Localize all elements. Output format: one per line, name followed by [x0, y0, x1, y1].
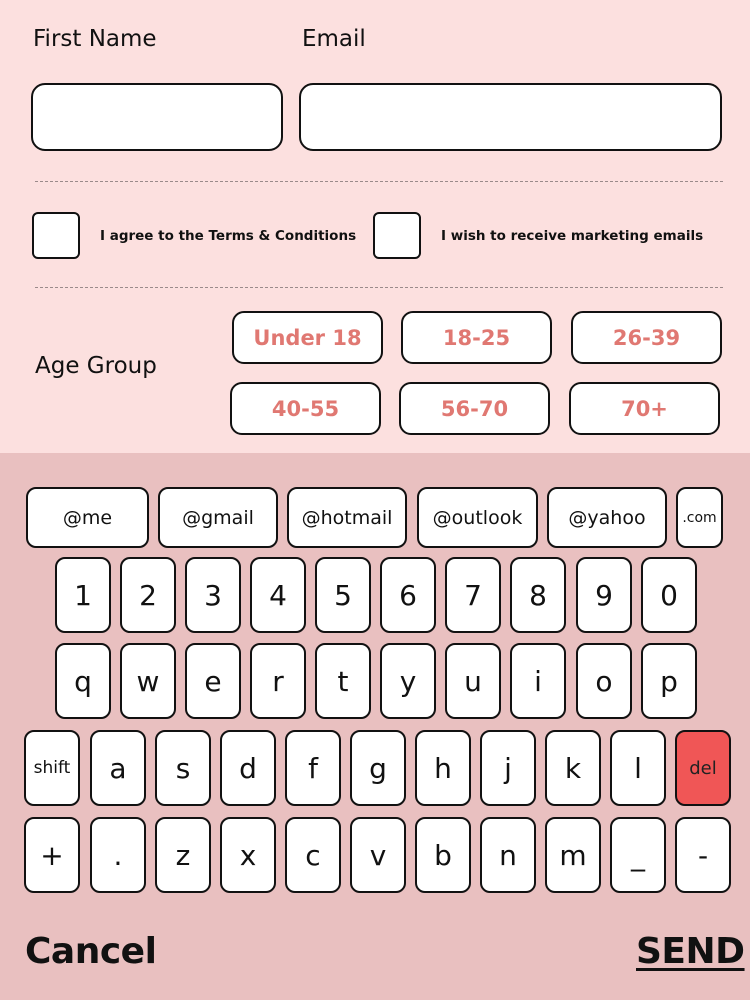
key-s[interactable]: s	[155, 730, 211, 806]
key-u[interactable]: u	[445, 643, 501, 719]
key-j[interactable]: j	[480, 730, 536, 806]
key-period[interactable]: .	[90, 817, 146, 893]
key-y[interactable]: y	[380, 643, 436, 719]
key-t[interactable]: t	[315, 643, 371, 719]
key-k[interactable]: k	[545, 730, 601, 806]
age-18-25-button[interactable]: 18-25	[401, 311, 552, 364]
key-0[interactable]: 0	[641, 557, 697, 633]
key-r[interactable]: r	[250, 643, 306, 719]
key-hyphen[interactable]: -	[675, 817, 731, 893]
key-5[interactable]: 5	[315, 557, 371, 633]
key-at-yahoo[interactable]: @yahoo	[547, 487, 667, 548]
key-9[interactable]: 9	[576, 557, 632, 633]
key-l[interactable]: l	[610, 730, 666, 806]
age-56-70-button[interactable]: 56-70	[399, 382, 550, 435]
key-delete[interactable]: del	[675, 730, 731, 806]
signup-form	[0, 0, 750, 453]
first-name-label: First Name	[33, 26, 157, 52]
divider-top	[35, 181, 723, 182]
key-q[interactable]: q	[55, 643, 111, 719]
marketing-label: I wish to receive marketing emails	[441, 228, 704, 244]
key-f[interactable]: f	[285, 730, 341, 806]
cancel-button[interactable]: Cancel	[25, 931, 157, 972]
key-w[interactable]: w	[120, 643, 176, 719]
age-40-55-button[interactable]: 40-55	[230, 382, 381, 435]
key-7[interactable]: 7	[445, 557, 501, 633]
send-button[interactable]: SEND	[636, 931, 745, 972]
key-n[interactable]: n	[480, 817, 536, 893]
key-dot-com[interactable]: .com	[676, 487, 723, 548]
key-v[interactable]: v	[350, 817, 406, 893]
key-at-hotmail[interactable]: @hotmail	[287, 487, 407, 548]
key-p[interactable]: p	[641, 643, 697, 719]
terms-label: I agree to the Terms & Conditions	[100, 228, 357, 244]
key-o[interactable]: o	[576, 643, 632, 719]
email-field[interactable]	[299, 83, 722, 151]
age-under-18-button[interactable]: Under 18	[232, 311, 383, 364]
divider-bottom	[35, 287, 723, 288]
key-4[interactable]: 4	[250, 557, 306, 633]
key-shift[interactable]: shift	[24, 730, 80, 806]
key-plus[interactable]: +	[24, 817, 80, 893]
key-x[interactable]: x	[220, 817, 276, 893]
key-c[interactable]: c	[285, 817, 341, 893]
key-i[interactable]: i	[510, 643, 566, 719]
key-at-me[interactable]: @me	[26, 487, 149, 548]
key-m[interactable]: m	[545, 817, 601, 893]
age-group-label: Age Group	[35, 353, 157, 379]
key-z[interactable]: z	[155, 817, 211, 893]
age-26-39-button[interactable]: 26-39	[571, 311, 722, 364]
key-6[interactable]: 6	[380, 557, 436, 633]
first-name-field[interactable]	[31, 83, 283, 151]
marketing-checkbox[interactable]	[373, 212, 421, 259]
key-g[interactable]: g	[350, 730, 406, 806]
on-screen-keyboard	[0, 453, 750, 1000]
key-e[interactable]: e	[185, 643, 241, 719]
terms-checkbox[interactable]	[32, 212, 80, 259]
key-8[interactable]: 8	[510, 557, 566, 633]
key-b[interactable]: b	[415, 817, 471, 893]
key-at-gmail[interactable]: @gmail	[158, 487, 278, 548]
key-3[interactable]: 3	[185, 557, 241, 633]
key-underscore[interactable]: _	[610, 817, 666, 893]
key-1[interactable]: 1	[55, 557, 111, 633]
age-70-plus-button[interactable]: 70+	[569, 382, 720, 435]
key-h[interactable]: h	[415, 730, 471, 806]
key-2[interactable]: 2	[120, 557, 176, 633]
key-a[interactable]: a	[90, 730, 146, 806]
key-at-outlook[interactable]: @outlook	[417, 487, 538, 548]
key-d[interactable]: d	[220, 730, 276, 806]
email-label: Email	[302, 26, 366, 52]
